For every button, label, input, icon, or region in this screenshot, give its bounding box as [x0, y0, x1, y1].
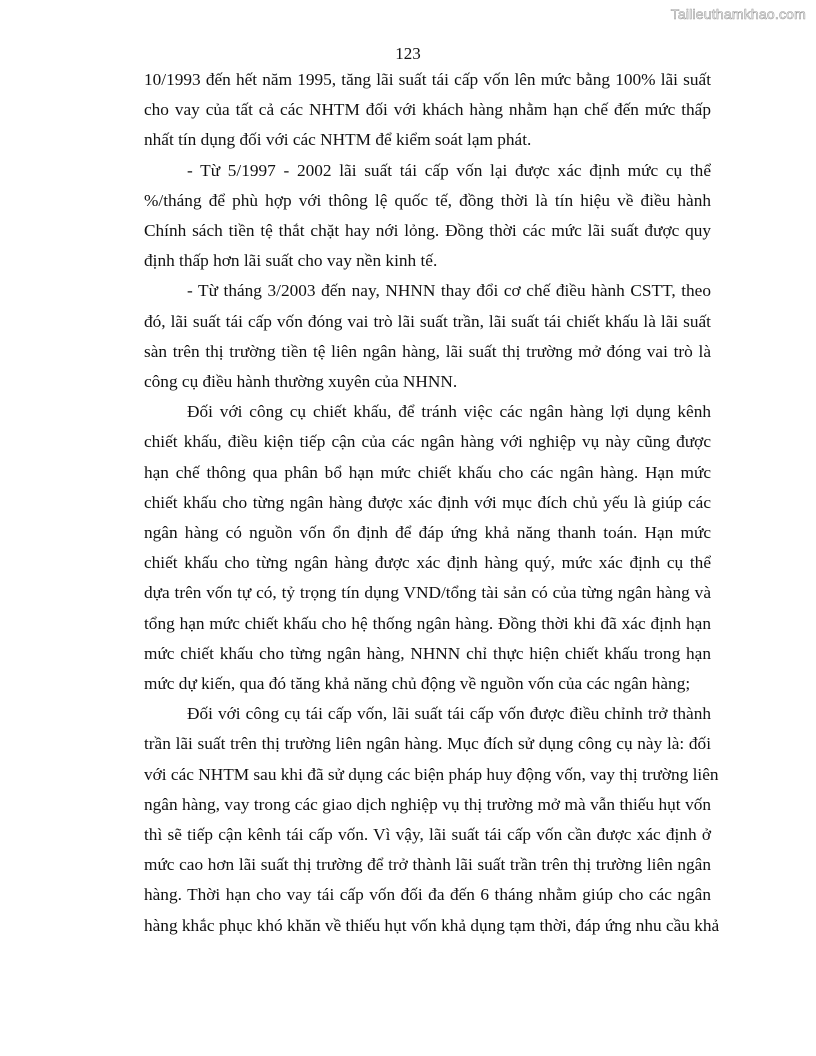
text-line: 10/1993 đến hết năm 1995, tăng lãi suất tái cấp vốn lên mức bằng 100% lãi suất — [144, 70, 711, 89]
text-line: Chính sách tiền tệ thắt chặt hay nới lỏng. Đồng thời các mức lãi suất được quy — [144, 221, 711, 240]
text-line: với các NHTM sau khi đã sử dụng các biện pháp huy động vốn, vay thị trường liên — [144, 764, 719, 784]
text-line: - Từ 5/1997 - 2002 lãi suất tái cấp vốn lại được xác định mức cụ thể — [187, 160, 711, 180]
watermark: Tailieuthamkhao.com — [670, 6, 806, 22]
page-number: 123 — [395, 44, 421, 63]
text-line: nhất tín dụng đối với các NHTM để kiểm soát lạm phát. — [144, 130, 532, 150]
text-line: mức dự kiến, qua đó tăng khả năng chủ động về nguồn vốn của các ngân hàng; — [144, 674, 691, 693]
text-line: hàng. Thời hạn cho vay tái cấp vốn đối đa đến 6 tháng nhằm giúp cho các ngân — [144, 885, 711, 905]
text-line: định thấp hơn lãi suất cho vay nền kinh tế. — [144, 251, 438, 271]
text-line: trần lãi suất trên thị trường liên ngân hàng. Mục đích sử dụng công cụ này là: đối — [144, 734, 711, 754]
text-line: dựa trên vốn tự có, tỷ trọng tín dụng VND/tổng tài sản có của từng ngân hàng và — [144, 583, 711, 603]
text-line: đó, lãi suất tái cấp vốn đóng vai trò lãi suất trần, lãi suất tái chiết khấu là lãi suất — [144, 311, 711, 331]
text-line: Đối với công cụ tái cấp vốn, lãi suất tái cấp vốn được điều chỉnh trở thành — [187, 704, 711, 724]
text-line: chiết khấu cho từng ngân hàng được xác định với mục đích chủ yếu là giúp các — [144, 492, 711, 512]
text-line: tổng hạn mức chiết khấu cho hệ thống ngân hàng. Đồng thời khi đã xác định hạn — [144, 613, 711, 633]
text-line: ngân hàng có nguồn vốn ổn định để đáp ứng khả năng thanh toán. Hạn mức — [144, 523, 711, 542]
text-line: hạn chế thông qua phân bổ hạn mức chiết khấu cho các ngân hàng. Hạn mức — [144, 462, 711, 482]
text-line: công cụ điều hành thường xuyên của NHNN. — [144, 372, 458, 391]
text-line: chiết khấu cho từng ngân hàng được xác định hàng quý, mức xác định cụ thể — [144, 553, 711, 573]
text-line: sàn trên thị trường tiền tệ liên ngân hàng, lãi suất thị trường mở đóng vai trò là — [144, 341, 711, 361]
text-line: Đối với công cụ chiết khấu, để tránh việc các ngân hàng lợi dụng kênh — [187, 402, 711, 422]
text-line: - Từ tháng 3/2003 đến nay, NHNN thay đổi cơ chế điều hành CSTT, theo — [187, 281, 711, 301]
text-line: thì sẽ tiếp cận kênh tái cấp vốn. Vì vậy, lãi suất tái cấp vốn cần được xác định ở — [144, 825, 711, 844]
text-line: cho vay của tất cả các NHTM đối với khách hàng nhằm hạn chế đến mức thấp — [144, 100, 711, 120]
text-line: mức cao hơn lãi suất thị trường để trở thành lãi suất trần trên thị trường liên ngân — [144, 855, 711, 875]
text-line: chiết khấu, điều kiện tiếp cận của các ngân hàng với nghiệp vụ này cũng được — [144, 432, 711, 452]
text-line: %/tháng để phù hợp với thông lệ quốc tế, đồng thời là tín hiệu về điều hành — [144, 190, 711, 210]
text-line: mức chiết khấu cho từng ngân hàng, NHNN chỉ thực hiện chiết khấu trong hạn — [144, 643, 711, 663]
text-line: hàng khắc phục khó khăn về thiếu hụt vốn khả dụng tạm thời, đáp ứng nhu cầu khả — [144, 915, 720, 935]
text-line: ngân hàng, vay trong các giao dịch nghiệp vụ thị trường mở mà vẫn thiếu hụt vốn — [144, 794, 711, 814]
